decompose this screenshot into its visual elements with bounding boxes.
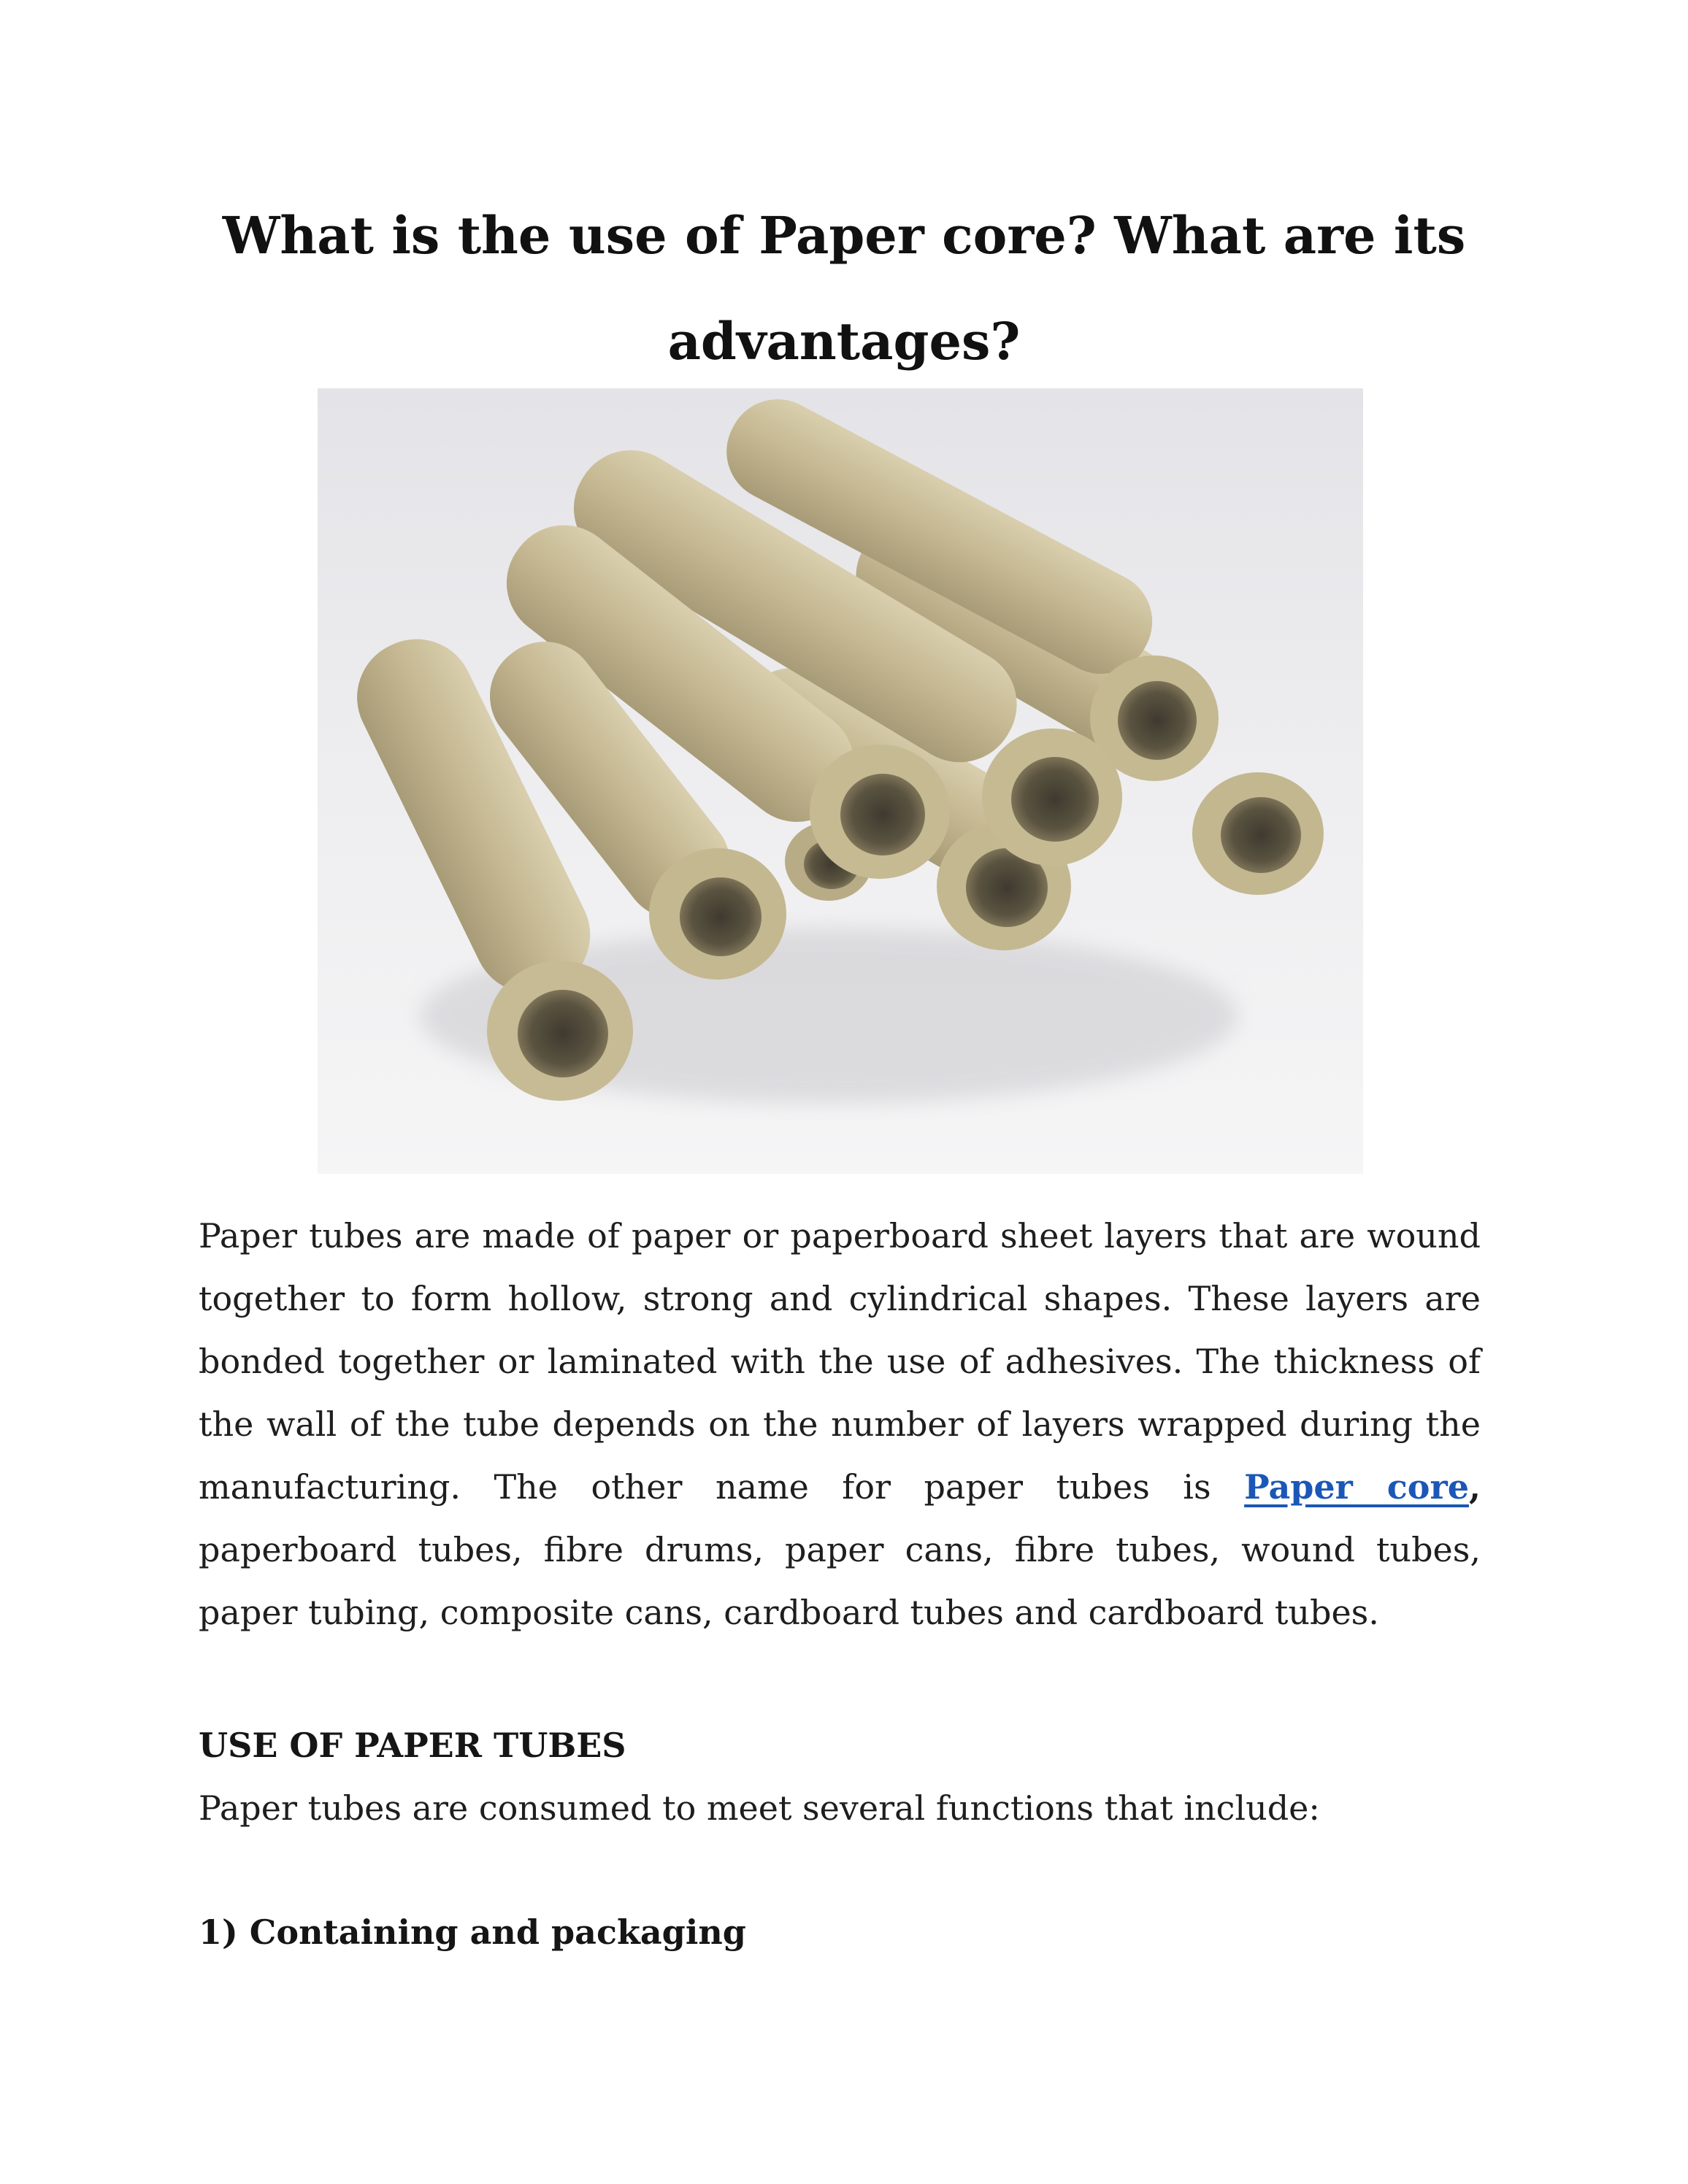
section-heading-use-of-paper-tubes: USE OF PAPER TUBES — [199, 1726, 626, 1765]
paper-tubes-photo — [318, 388, 1363, 1174]
paper-tubes-illustration — [318, 388, 1363, 1174]
subsection-heading-containing-packaging: 1) Containing and packaging — [199, 1912, 746, 1952]
intro-comma: , — [1468, 1467, 1481, 1507]
intro-text-end: paperboard tubes, fibre drums, paper cans, fibre tubes, wound tubes, paper tubing, composite cans, cardboard tubes and cardboard tubes. — [199, 1530, 1481, 1632]
paper-core-link[interactable]: Paper core — [1244, 1467, 1469, 1507]
intro-text-start: Paper tubes are made of paper or paperboard sheet layers that are wound together to form hollow, strong and cylindrical shapes. These layers are bonded together or laminated with the use of adhesives. The thickness of the wall of the tube depends on the number of layers wrapped during the manufacturing. The other name for paper tubes is — [199, 1216, 1481, 1507]
section-text: Paper tubes are consumed to meet several functions that include: — [199, 1788, 1320, 1828]
page-title: What is the use of Paper core? What are its advantages? — [222, 205, 1466, 372]
intro-paragraph — [199, 1204, 1481, 1644]
